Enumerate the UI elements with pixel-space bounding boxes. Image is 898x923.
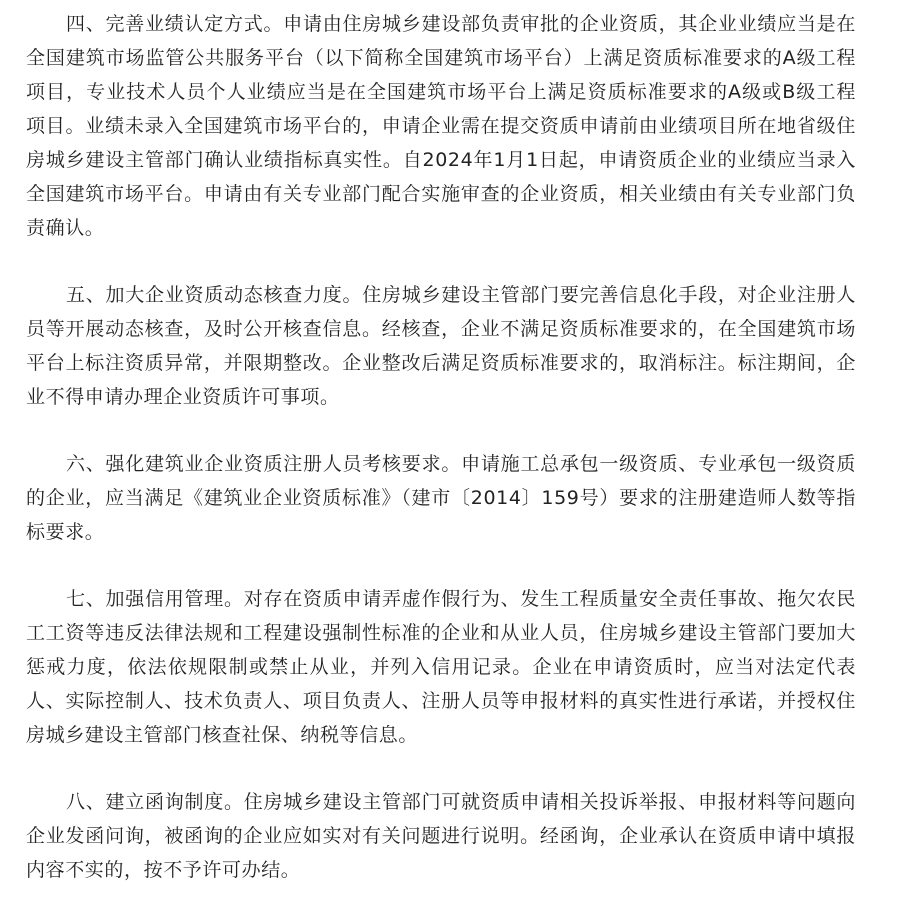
paragraph-item-4-business-performance: 四、完善业绩认定方式。申请由住房城乡建设部负责审批的企业资质，其企业业绩应当是在全国建筑市场监管公共服务平台（以下简称全国建筑市场平台）上满足资质标准要求的A级工程项目，专业技术人员个人业绩应当是在全国建筑市场平台上满足资质标准要求的A级或B级工程项目。业绩未录入全国建筑市场平台的，申请企业需在提交资质申请前由业绩项目所在地省级住房城乡建设主管部门确认业绩指标真实性。自2024年1月1日起，申请资质企业的业绩应当录入全国建筑市场平台。申请由有关专业部门配合实施审查的企业资质，相关业绩由有关专业部门负责确认。 [26,13,856,239]
paragraph-item-7-credit-management: 七、加强信用管理。对存在资质申请弄虚作假行为、发生工程质量安全责任事故、拖欠农民工工资等违反法律法规和工程建设强制性标准的企业和从业人员，住房城乡建设主管部门要加大惩戒力度，依法依规限制或禁止从业，并列入信用记录。企业在申请资质时，应当对法定代表人、实际控制人、技术负责人、项目负责人、注册人员等申报材料的真实性进行承诺，并授权住房城乡建设主管部门核查社保、纳税等信息。 [26,588,856,746]
paragraph-item-5-dynamic-verification: 五、加大企业资质动态核查力度。住房城乡建设主管部门要完善信息化手段，对企业注册人员等开展动态核查，及时公开核查信息。经核查，企业不满足资质标准要求的，在全国建筑市场平台上标注资质异常，并限期整改。企业整改后满足资质标准要求的，取消标注。标注期间，企业不得申请办理企业资质许可事项。 [26,284,856,408]
paragraph-item-8-inquiry-system: 八、建立函询制度。住房城乡建设主管部门可就资质申请相关投诉举报、申报材料等问题向企业发函问询，被函询的企业应如实对有关问题进行说明。经函询，企业承认在资质申请中填报内容不实的，按不予许可办结。 [26,791,856,881]
paragraph-item-6-registered-personnel: 六、强化建筑业企业资质注册人员考核要求。申请施工总承包一级资质、专业承包一级资质的企业，应当满足《建筑业企业资质标准》（建市〔2014〕159号）要求的注册建造师人数等指标要求。 [26,453,856,543]
document-body [26,7,856,887]
